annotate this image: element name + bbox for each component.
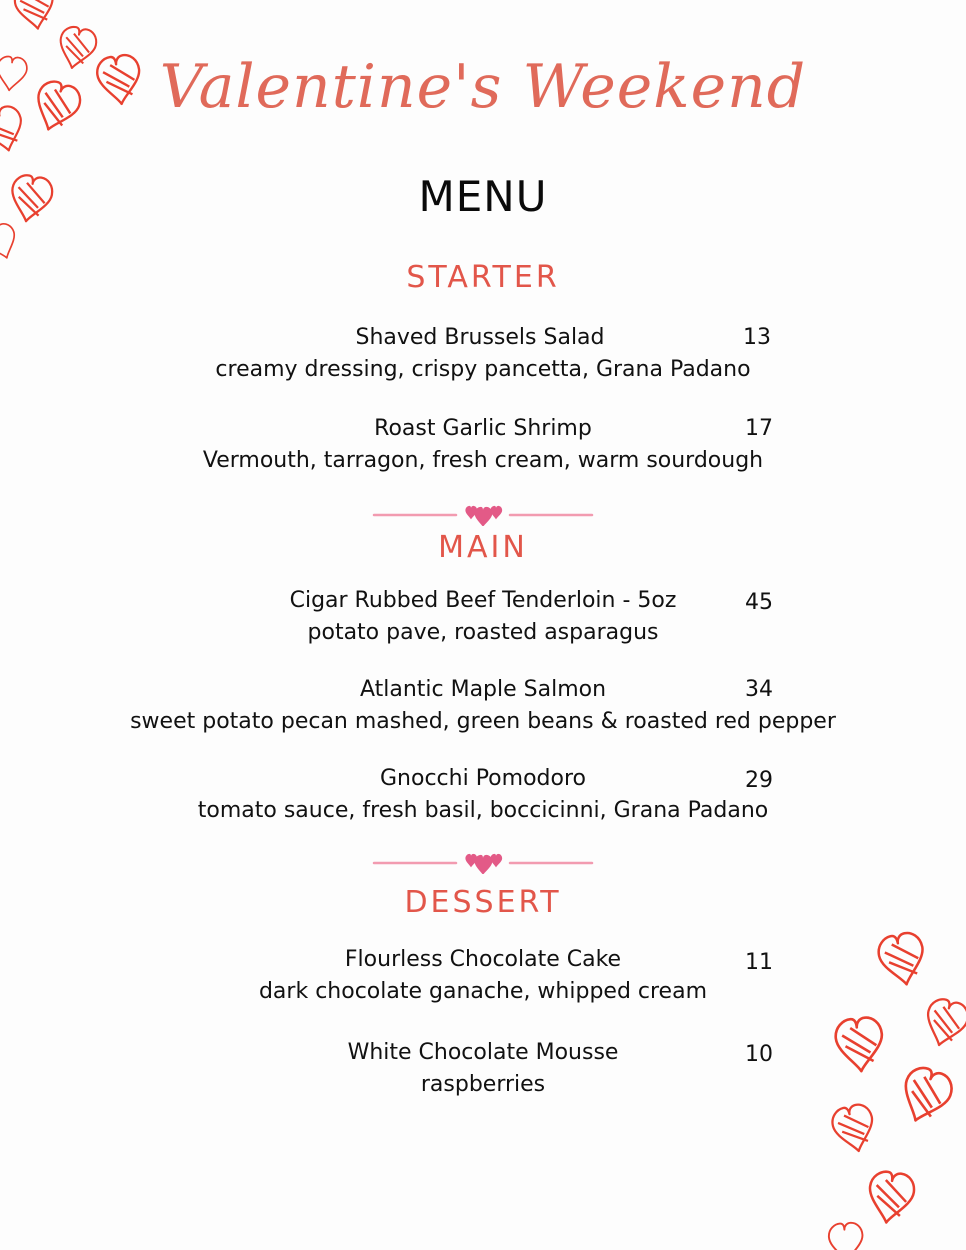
item-description: potato pave, roasted asparagus <box>307 620 659 645</box>
item-name: Shaved Brussels Salad <box>355 325 605 350</box>
item-price: 13 <box>743 325 771 350</box>
small-heart-icon <box>475 855 493 874</box>
item-description: creamy dressing, crispy pancetta, Grana Padano <box>215 357 751 382</box>
script-title: Valentine's Weekend <box>159 52 807 122</box>
heart-divider <box>372 502 594 526</box>
small-heart-icon <box>490 506 502 519</box>
heart-doodle-icon <box>0 221 21 263</box>
heart-divider <box>372 850 594 874</box>
heart-doodle-icon <box>829 1102 879 1156</box>
item-price: 17 <box>745 416 773 441</box>
menu-title: MENU <box>418 172 548 221</box>
item-price: 11 <box>745 950 773 975</box>
section-title-starter: STARTER <box>406 260 560 295</box>
heart-doodle-icon <box>828 1222 864 1250</box>
item-description: Vermouth, tarragon, fresh cream, warm sourdough <box>202 448 764 473</box>
item-name: Flourless Chocolate Cake <box>344 947 622 972</box>
heart-doodle-icon <box>13 0 58 32</box>
item-name: Atlantic Maple Salmon <box>359 677 607 702</box>
item-description: dark chocolate ganache, whipped cream <box>258 979 708 1004</box>
small-heart-icon <box>490 854 502 867</box>
item-name: White Chocolate Mousse <box>347 1040 619 1065</box>
item-name: Roast Garlic Shrimp <box>374 416 592 441</box>
item-price: 29 <box>745 768 773 793</box>
item-description: sweet potato pecan mashed, green beans & roasted red pepper <box>130 709 836 734</box>
item-name: Gnocchi Pomodoro <box>380 766 586 791</box>
item-price: 45 <box>745 590 773 615</box>
heart-doodle-icon <box>865 1170 916 1226</box>
item-price: 10 <box>745 1042 773 1067</box>
item-description: tomato sauce, fresh basil, boccicinni, Grana Padano <box>197 798 769 823</box>
item-name: Cigar Rubbed Beef Tenderloin - 5oz <box>289 588 677 613</box>
section-title-main: MAIN <box>438 530 528 565</box>
section-title-dessert: DESSERT <box>404 885 562 920</box>
small-heart-icon <box>475 507 493 526</box>
item-price: 34 <box>745 677 773 702</box>
item-description: raspberries <box>420 1072 546 1097</box>
